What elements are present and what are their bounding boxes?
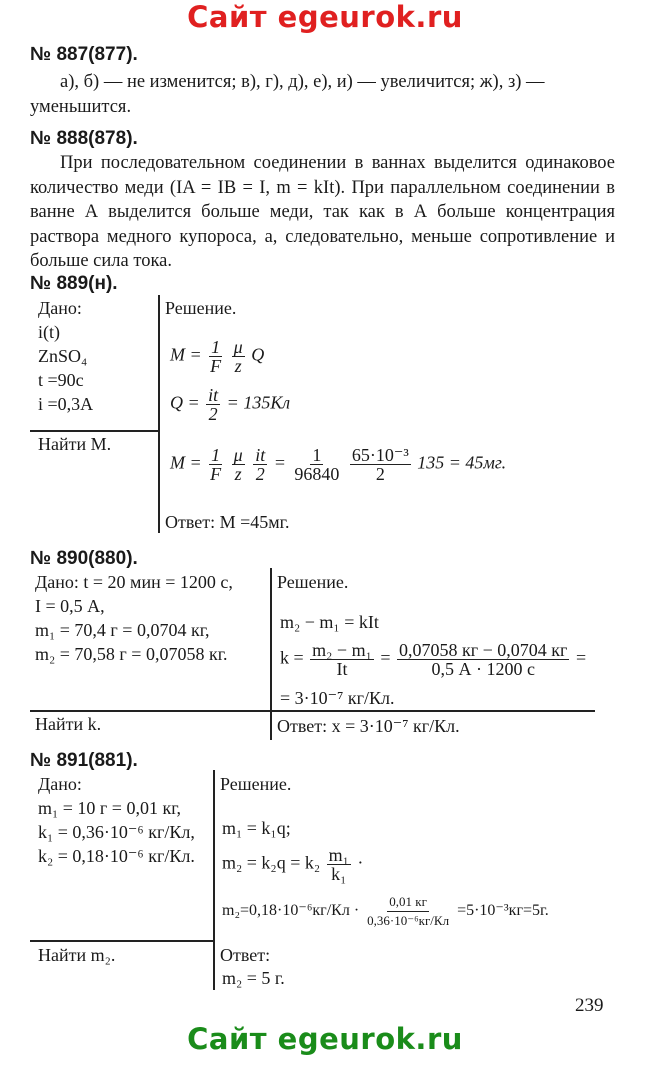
find-label: Найти M. [38, 434, 112, 454]
formula-3: m₂=0,18·10⁻⁶кг/Кл · $\frac{0,01 кг}{\text{0,36·10⁻⁶кг/Кл}}$ =5·10⁻³кг=5г. [222, 894, 549, 928]
divider [30, 710, 595, 712]
answer: Ответ: M =45мг. [165, 512, 290, 532]
given-line: ZnSO₄ [38, 346, 88, 366]
divider [30, 940, 215, 942]
formula-3: = 3·10⁻⁷ кг/Кл. [280, 688, 395, 708]
divider [213, 770, 215, 990]
divider [158, 295, 160, 533]
given-line: m₁ = 10 г = 0,01 кг, [38, 798, 182, 818]
given-line: Дано: t = 20 мин = 1200 с, [35, 572, 233, 592]
answer: m₂ = 5 г. [222, 968, 285, 988]
problem-888-number: № 888(878). [30, 128, 138, 149]
page-number: 239 [575, 995, 604, 1016]
formula-1: m₁ = k₁q; [222, 818, 291, 838]
given-label: Дано: [38, 774, 82, 794]
problem-889-number: № 889(н). [30, 273, 118, 294]
formula-1: M = $\frac{1}{F}$ $\frac{\mu}{z}$ Q [170, 337, 265, 376]
problem-890-number: № 890(880). [30, 548, 138, 569]
formula-1: m₂ − m₁ = kIt [280, 612, 379, 632]
site-watermark-top: Сайт egeurok.ru [187, 0, 463, 34]
given-line: i =0,3A [38, 394, 94, 414]
problem-887-number: № 887(877). [30, 44, 138, 65]
formula-2: m₂ = k₂q = k₂ $\frac{\text{m₁}}{\text{k₁}}$ · [222, 845, 364, 884]
given-line: m₂ = 70,58 г = 0,07058 кг. [35, 644, 228, 664]
solution-label: Решение. [165, 298, 237, 318]
find-label: Найти k. [35, 714, 102, 734]
formula-2: k = $\frac{\text{m₂ − m₁}}{It}$ = $\frac{0,07058 кг - 0,0704 кг}{0,5 А \cdot 1200 с}$ = [280, 640, 587, 679]
given-line: i(t) [38, 322, 60, 342]
formula-2: Q = $\frac{it}{2}$ = 135Кл [170, 385, 291, 424]
given-line: I = 0,5 А, [35, 596, 105, 616]
given-line: k₁ = 0,36·10⁻⁶ кг/Кл, [38, 822, 195, 842]
find-label: Найти m₂. [38, 945, 116, 965]
answer: Ответ: x = 3·10⁻⁷ кг/Кл. [277, 716, 460, 736]
problem-887-text: а), б) — не изменится; в), г), д), е), и) — увеличится; ж), з) — уменьшится. [30, 72, 545, 117]
site-watermark-bottom: Сайт egeurok.ru [187, 1022, 463, 1056]
problem-891-number: № 891(881). [30, 750, 138, 771]
given-label: Дано: [38, 298, 82, 318]
problem-888-text: При последовательном соединении в ваннах выделится одинаковое количество меди (IA = IB = I, m = kIt). При параллельном соединении в ванне А выделится больше меди, так как в А больше концентрация раствора медного купороса, а, следовательно, меньше сопротивление и больше сила тока. [30, 153, 615, 271]
solution-label: Решение. [277, 572, 349, 592]
formula-3: M = $\frac{1}{F}$ $\frac{\mu}{z}$ $\frac{it}{2}$ = $\frac{1}{96840}$ $\frac{\text{65·10⁻³}}{2}$ 135 = 45мг. [170, 445, 507, 484]
given-line: k₂ = 0,18·10⁻⁶ кг/Кл. [38, 846, 195, 866]
solution-label: Решение. [220, 774, 292, 794]
given-line: t =90c [38, 370, 84, 390]
given-line: m₁ = 70,4 г = 0,0704 кг, [35, 620, 210, 640]
divider [270, 568, 272, 740]
answer-label: Ответ: [220, 945, 271, 965]
divider [30, 430, 160, 432]
